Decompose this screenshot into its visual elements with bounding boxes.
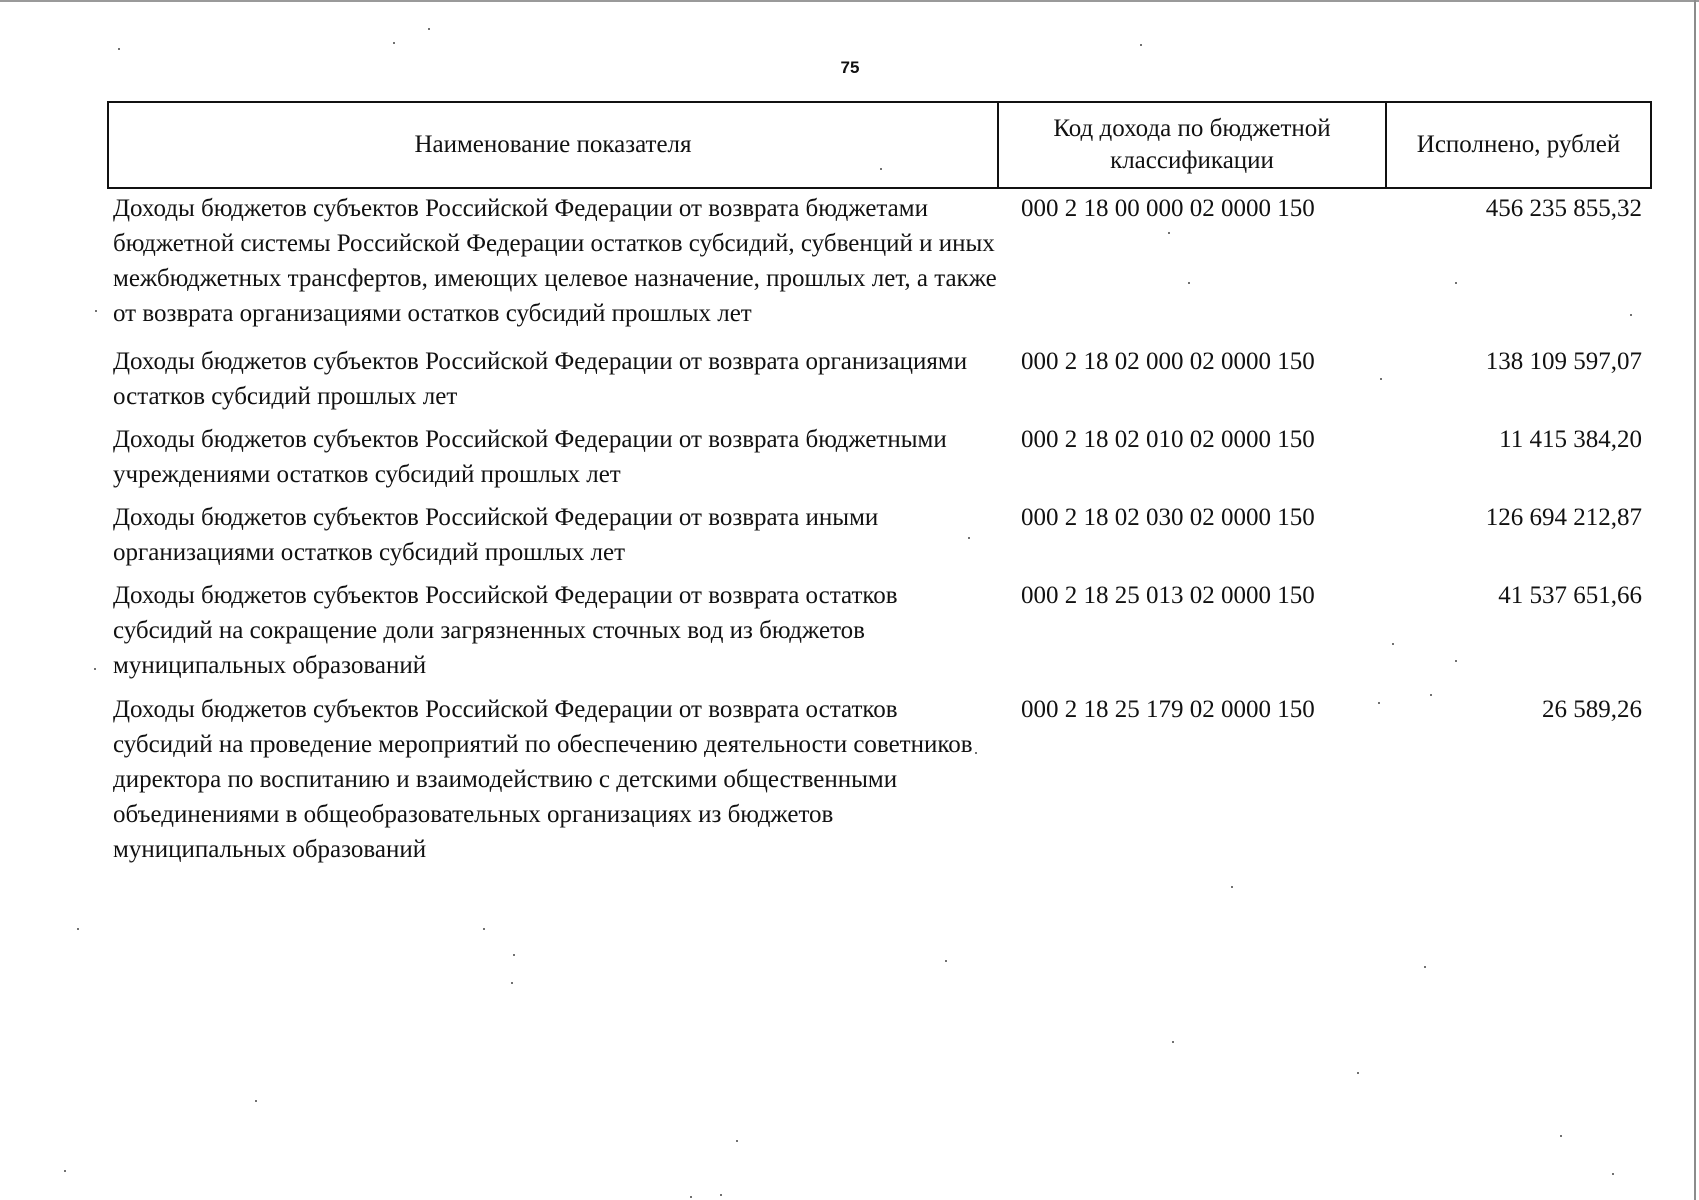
row-code: 000 2 18 00 000 02 0000 150 — [1021, 195, 1315, 222]
scan-speck — [513, 954, 515, 956]
scan-speck — [428, 28, 430, 30]
scan-speck — [118, 48, 120, 50]
scan-speck — [77, 928, 79, 930]
scan-speck — [94, 668, 96, 670]
table-row — [107, 422, 1652, 492]
header-name: Наименование показателя — [109, 103, 999, 187]
scan-speck — [511, 982, 513, 984]
table-row — [107, 344, 1652, 414]
scan-speck — [975, 752, 977, 754]
row-amount: 41 537 651,66 — [1498, 582, 1642, 609]
scan-speck — [690, 1196, 692, 1198]
row-amount: 138 109 597,07 — [1485, 348, 1642, 375]
scan-speck — [255, 1100, 257, 1102]
scan-speck — [736, 1140, 738, 1142]
scan-speck — [1430, 694, 1432, 696]
scan-speck — [1424, 966, 1426, 968]
revenue-table — [107, 101, 1652, 867]
header-amount: Исполнено, рублей — [1416, 131, 1621, 158]
scan-speck — [1172, 1041, 1174, 1043]
table-row — [107, 578, 1652, 683]
row-name: Доходы бюджетов субъектов Российской Федерации от возврата остатков субсидий на сокращение доли загрязненных сточных вод из бюджетов муниципальных образований — [113, 582, 898, 679]
scan-speck — [720, 1194, 722, 1196]
page-number: 75 — [840, 58, 860, 77]
row-name: Доходы бюджетов субъектов Российской Федерации от возврата организациями остатков субсидий прошлых лет — [113, 348, 968, 410]
scan-speck — [1392, 643, 1394, 645]
row-code: 000 2 18 02 030 02 0000 150 — [1021, 504, 1315, 531]
scan-speck — [1357, 1072, 1359, 1074]
scan-speck — [1560, 1135, 1562, 1137]
scan-speck — [1188, 282, 1190, 284]
row-name: Доходы бюджетов субъектов Российской Федерации от возврата иными организациями остатков субсидий прошлых лет — [113, 504, 879, 566]
scan-speck — [1380, 378, 1382, 380]
row-amount: 126 694 212,87 — [1485, 504, 1642, 531]
row-code: 000 2 18 02 000 02 0000 150 — [1021, 348, 1315, 375]
row-amount: 456 235 855,32 — [1485, 195, 1642, 222]
scan-speck — [945, 960, 947, 962]
table-row — [107, 500, 1652, 570]
scan-speck — [483, 928, 485, 930]
row-amount: 11 415 384,20 — [1499, 426, 1642, 453]
scan-speck — [1630, 314, 1632, 316]
page-top-edge — [0, 0, 1699, 2]
row-name: Доходы бюджетов субъектов Российской Федерации от возврата бюджетами бюджетной системы Российской Федерации остатков субсидий, субвенций и иных межбюджетных трансфертов, имеющих целевое назначение, прошлых лет, а также от возврата организациями остатков субсидий прошлых лет — [113, 195, 997, 327]
row-name: Доходы бюджетов субъектов Российской Федерации от возврата остатков субсидий на проведение мероприятий по обеспечению деятельности советников директора по воспитанию и взаимодействию с детскими общественными объединениями в общеобразовательных организациях из бюджетов муниципальных образований — [113, 696, 973, 863]
scan-speck — [968, 537, 970, 539]
scan-speck — [1168, 232, 1170, 234]
row-code: 000 2 18 02 010 02 0000 150 — [1021, 426, 1315, 453]
page-right-edge — [1694, 0, 1696, 1200]
row-name: Доходы бюджетов субъектов Российской Федерации от возврата бюджетными учреждениями остатков субсидий прошлых лет — [113, 426, 947, 488]
row-code: 000 2 18 25 013 02 0000 150 — [1021, 582, 1315, 609]
scan-speck — [1378, 702, 1380, 704]
scan-speck — [1140, 44, 1142, 46]
scan-speck — [1612, 1173, 1614, 1175]
scan-speck — [1455, 660, 1457, 662]
scan-speck — [64, 1170, 66, 1172]
scan-speck — [1231, 886, 1233, 888]
table-row — [107, 692, 1652, 867]
table-row — [107, 191, 1652, 331]
scan-speck — [95, 310, 97, 312]
scan-speck — [1455, 282, 1457, 284]
row-amount: 26 589,26 — [1542, 696, 1642, 723]
table-header — [107, 101, 1652, 189]
scan-speck — [880, 168, 882, 170]
row-code: 000 2 18 25 179 02 0000 150 — [1021, 696, 1315, 723]
scan-speck — [393, 42, 395, 44]
header-code: Код дохода по бюджетной классификации — [999, 103, 1387, 187]
